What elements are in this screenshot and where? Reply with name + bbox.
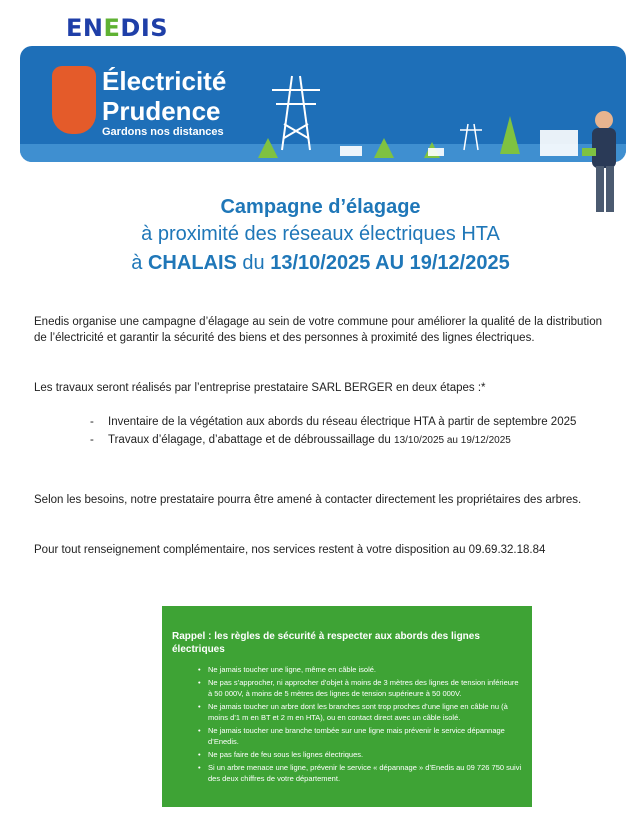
- title-line-1: Campagne d’élagage: [220, 196, 421, 218]
- list-item: • Ne jamais toucher une branche tombée sur une ligne mais prévenir le service dépannage d’Enedis.: [172, 725, 522, 747]
- campaign-title: [0, 196, 641, 275]
- pylon-icon: [272, 76, 320, 150]
- title-line-2: à proximité des réseaux électriques HTA: [141, 223, 500, 245]
- list-item: • Ne pas faire de feu sous les lignes électriques.: [172, 749, 522, 760]
- contact-paragraph: Pour tout renseignement complémentaire, nos services restent à votre disposition au 09.69.32.18.84: [34, 544, 546, 556]
- list-item: • Ne jamais toucher un arbre dont les branches sont trop proches d’une ligne en câble nu (à moins d’1 m en BT et 2 m en HTA), ou en contact direct avec un câble isolé.: [172, 701, 522, 723]
- safety-rules-box: [162, 606, 532, 807]
- enedis-logo: ENEDIS: [66, 14, 169, 42]
- title-line-3: à CHALAIS du 13/10/2025 AU 19/12/2025: [131, 252, 510, 274]
- list-item: • Ne pas s’approcher, ni approcher d’objet à moins de 3 mètres des lignes de tension inférieure à 50 000V, à moins de 5 mètres des lignes de tension supérieure à 50 000V.: [172, 677, 522, 699]
- banner-subtitle: Gardons nos distances: [102, 126, 224, 138]
- banner-title-2: Prudence: [102, 96, 221, 126]
- works-paragraph: Les travaux seront réalisés par l’entreprise prestataire SARL BERGER en deux étapes :*: [34, 382, 486, 394]
- list-item: - Inventaire de la végétation aux abords du réseau électrique HTA à partir de septembre 2025: [90, 414, 602, 430]
- hand-icon: [52, 66, 96, 134]
- list-item: • Ne jamais toucher une ligne, même en câble isolé.: [172, 664, 522, 675]
- prudence-banner: [20, 46, 626, 162]
- banner-title-1: Électricité: [102, 66, 227, 96]
- owners-paragraph: Selon les besoins, notre prestataire pourra être amené à contacter directement les propriétaires des arbres.: [34, 494, 582, 506]
- list-item: • Si un arbre menace une ligne, prévenir le service « dépannage » d’Enedis au 09 726 750 suivi des deux chiffres de votre département.: [172, 762, 522, 784]
- safety-rules-title: Rappel : les règles de sécurité à respecter aux abords des lignes électriques: [172, 631, 480, 655]
- intro-paragraph: Enedis organise une campagne d’élagage au sein de votre commune pour améliorer la qualité de la distribution de l’électricité et garantir la sécurité des biens et des personnes à proximité des lignes électriques.: [34, 316, 602, 344]
- steps-list: [90, 414, 602, 451]
- list-item: - Travaux d’élagage, d’abattage et de débroussaillage du 13/10/2025 au 19/12/2025: [90, 432, 602, 449]
